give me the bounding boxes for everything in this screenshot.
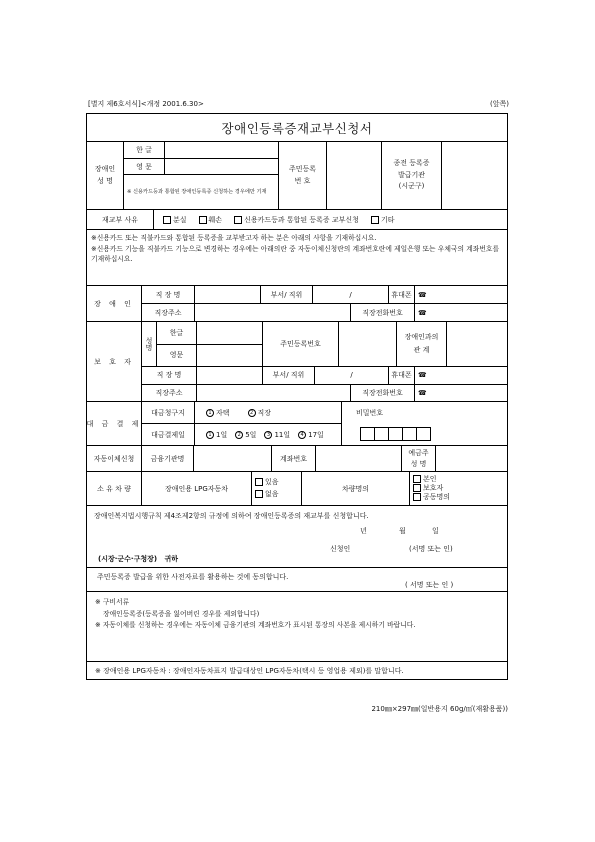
documents-note: ※ 자동이체를 신청하는 경우에는 자동이체 금융기관의 계좌번호가 표시된 통장의 사본을 제시하기 바랍니다. [95, 621, 416, 630]
page-side-label: (앞쪽) [490, 100, 509, 108]
guardian-relation-field[interactable] [446, 322, 507, 366]
phone-icon: ☎ [418, 388, 427, 397]
reason-other-checkbox[interactable] [371, 216, 379, 224]
documents-row [87, 591, 507, 661]
dp-work-phone-field[interactable] [414, 304, 507, 321]
owner-joint-checkbox[interactable] [413, 493, 421, 501]
applicant-label: 장애인 성 명 [94, 165, 116, 185]
guardian-label: 보 호 자 [94, 357, 134, 366]
dp-mobile-label: 휴대폰 [388, 286, 414, 303]
guardian-work-address-label: 직장주소 [155, 388, 183, 397]
guardian-english-label: 영문 [169, 351, 184, 360]
bank-field[interactable] [193, 446, 271, 471]
holder-field[interactable] [435, 446, 507, 471]
consent-row [87, 567, 507, 591]
date-5-radio[interactable]: 2 [235, 431, 243, 439]
dp-mobile-field[interactable] [414, 286, 507, 303]
declaration-text: 장애인복지법시행규칙 제4조제2항의 규정에 의하여 장애인등록증의 재교부를 신청합니다. [94, 512, 369, 520]
consent-text: 주민등록증 발급을 위한 사전자료를 활용하는 것에 동의합니다. [97, 573, 289, 581]
applicant-sign-label: 신청인 [330, 545, 351, 553]
card-notes-row [87, 229, 507, 285]
password-field[interactable] [342, 424, 507, 446]
form-code: [별지 제6호서식]<개정 2001.6.30> [88, 100, 204, 108]
disabled-person-label: 장 애 인 [94, 299, 134, 308]
date-year: 년 [360, 527, 367, 535]
account-label: 계좌번호 [271, 446, 315, 471]
holder-label: 예금주 성 명 [401, 446, 435, 471]
credit-card-note: ※ 신용카드등과 통합된 장애인등록증 신청하는 경우에만 기재 [127, 188, 267, 195]
billing-label: 대금청구지 [151, 408, 185, 417]
billing-work-radio[interactable]: 2 [248, 409, 256, 417]
guardian-korean-field[interactable] [197, 322, 262, 344]
guardian-mobile-field[interactable] [414, 367, 507, 384]
auto-transfer-row [87, 445, 507, 471]
card-notes: ※신용카드 또는 직불카드와 통합된 등록증을 교부받고자 하는 분은 아래의 사항을 기재하십시요. ※신용카드 기능을 직불카드 기능으로 변경하는 경우에는 아래의란 중 자동이체신청란의 계좌번호란에 제일은행 또는 우체국의 계좌번호를 기재하십시요. [91, 234, 500, 264]
lpg-has-options: 있음 없음 [251, 472, 301, 505]
reason-options: 분실 훼손 신용카드등과 통합된 등록증 교부신청 기타 [153, 210, 507, 229]
addressee: (시장·군수·구청장) 귀하 [98, 555, 179, 563]
lpg-note-row [87, 661, 507, 679]
date-11-radio[interactable]: 3 [264, 431, 272, 439]
guardian-rrn-label: 주민등록번호 [262, 322, 338, 366]
owner-self-checkbox[interactable] [413, 475, 421, 483]
guardian-row [87, 321, 507, 401]
phone-icon: ☎ [418, 290, 427, 299]
applicant-row [87, 141, 507, 209]
guardian-relation-label: 장애인과의 관 계 [396, 322, 446, 366]
dp-dept-label: 부서/ 직위 [260, 286, 312, 303]
lpg-note: ※ 장애인용 LPG자동차 : 장애인자동차표지 발급대상인 LPG자동차(택시 등 영업용 제외)를 말합니다. [95, 666, 404, 675]
date-17-radio[interactable]: 4 [298, 431, 306, 439]
declaration-row [87, 505, 507, 567]
guardian-work-phone-label: 직장전화번호 [350, 385, 414, 402]
applicant-rrn-label: 주민등록 번 호 [278, 142, 326, 209]
vehicle-label: 소 유 차 량 [97, 484, 131, 493]
payment-date-label: 대금결제일 [151, 430, 185, 439]
payment-date-options: 1 1일 2 5일 3 11일 4 17일 [194, 424, 341, 445]
consent-sign-field[interactable]: ( 서명 또는 인 ) [405, 581, 454, 589]
guardian-work-phone-field[interactable] [414, 385, 507, 402]
date-day: 일 [432, 527, 439, 535]
documents-heading: ※ 구비서류 [95, 598, 130, 606]
documents-section [87, 592, 507, 661]
guardian-workplace-label: 직 장 명 [156, 371, 182, 380]
dp-workplace-field[interactable] [194, 286, 260, 303]
applicant-korean-label: 한 글 [136, 146, 152, 154]
payment-row [87, 401, 507, 445]
application-form [86, 113, 508, 680]
vehicle-row [87, 471, 507, 505]
disabled-person-row [87, 285, 507, 321]
bank-label: 금융기관명 [141, 446, 193, 471]
password-label: 비밀번호 [356, 408, 384, 417]
dp-work-address-field[interactable] [194, 304, 350, 321]
billing-options: 1 자택 2 직장 [194, 402, 341, 423]
guardian-english-field[interactable] [197, 345, 262, 367]
guardian-dept-label: 부서/ 직위 [262, 367, 314, 384]
reason-lost-checkbox[interactable] [163, 216, 171, 224]
reason-damaged-checkbox[interactable] [199, 216, 207, 224]
dp-workplace-label: 직 장 명 [155, 290, 181, 299]
documents-item: 장애인등록증(등록증을 잃어버린 경우를 제외합니다) [103, 610, 260, 619]
lpg-no-checkbox[interactable] [255, 490, 263, 498]
dp-dept-field[interactable]: / [312, 286, 388, 303]
issuer-label: 종전 등록증 발급기관 (시군구) [381, 142, 441, 209]
applicant-english-label: 영 문 [136, 162, 152, 171]
dp-work-phone-label: 직장전화번호 [350, 304, 414, 321]
phone-icon: ☎ [418, 371, 427, 380]
billing-home-radio[interactable]: 1 [206, 409, 214, 417]
title-row [87, 114, 507, 141]
applicant-rrn-field[interactable] [326, 142, 381, 209]
guardian-mobile-label: 휴대폰 [388, 367, 414, 384]
guardian-name-label: 성명 [145, 337, 153, 351]
guardian-korean-label: 한글 [169, 328, 184, 337]
vehicle-owner-label: 차량명의 [301, 472, 409, 505]
applicant-sign-field[interactable]: (서명 또는 인) [409, 545, 453, 553]
payment-label: 대 금 결 제 [87, 419, 141, 428]
applicant-english-name-field[interactable] [164, 159, 278, 174]
date-month: 월 [399, 527, 406, 535]
dp-work-address-label: 직장주소 [154, 308, 182, 317]
owner-guardian-checkbox[interactable] [413, 484, 421, 492]
vehicle-owner-options: 본인 보호자 공동명의 [409, 472, 507, 505]
guardian-workplace-field[interactable] [196, 367, 262, 384]
issuer-field[interactable] [441, 142, 507, 209]
account-field[interactable] [315, 446, 401, 471]
date-1-radio[interactable]: 1 [206, 431, 214, 439]
guardian-dept-field[interactable]: / [314, 367, 388, 384]
guardian-work-address-field[interactable] [196, 385, 350, 402]
paper-spec: 210㎜×297㎜(일반용지 60g/㎡(재활용품)) [371, 705, 508, 713]
lpg-vehicle-label: 장애인용 LPG자동차 [141, 472, 251, 505]
reason-row [87, 209, 507, 229]
phone-icon: ☎ [418, 308, 427, 317]
lpg-yes-checkbox[interactable] [255, 478, 263, 486]
form-title: 장애인등록증재교부신청서 [221, 120, 373, 136]
auto-transfer-label: 자동이체신청 [93, 454, 135, 463]
reason-card-checkbox[interactable] [234, 216, 242, 224]
guardian-rrn-field[interactable] [338, 322, 396, 366]
applicant-korean-name-field[interactable] [164, 142, 278, 158]
reason-label: 재교부 사유 [101, 215, 139, 224]
